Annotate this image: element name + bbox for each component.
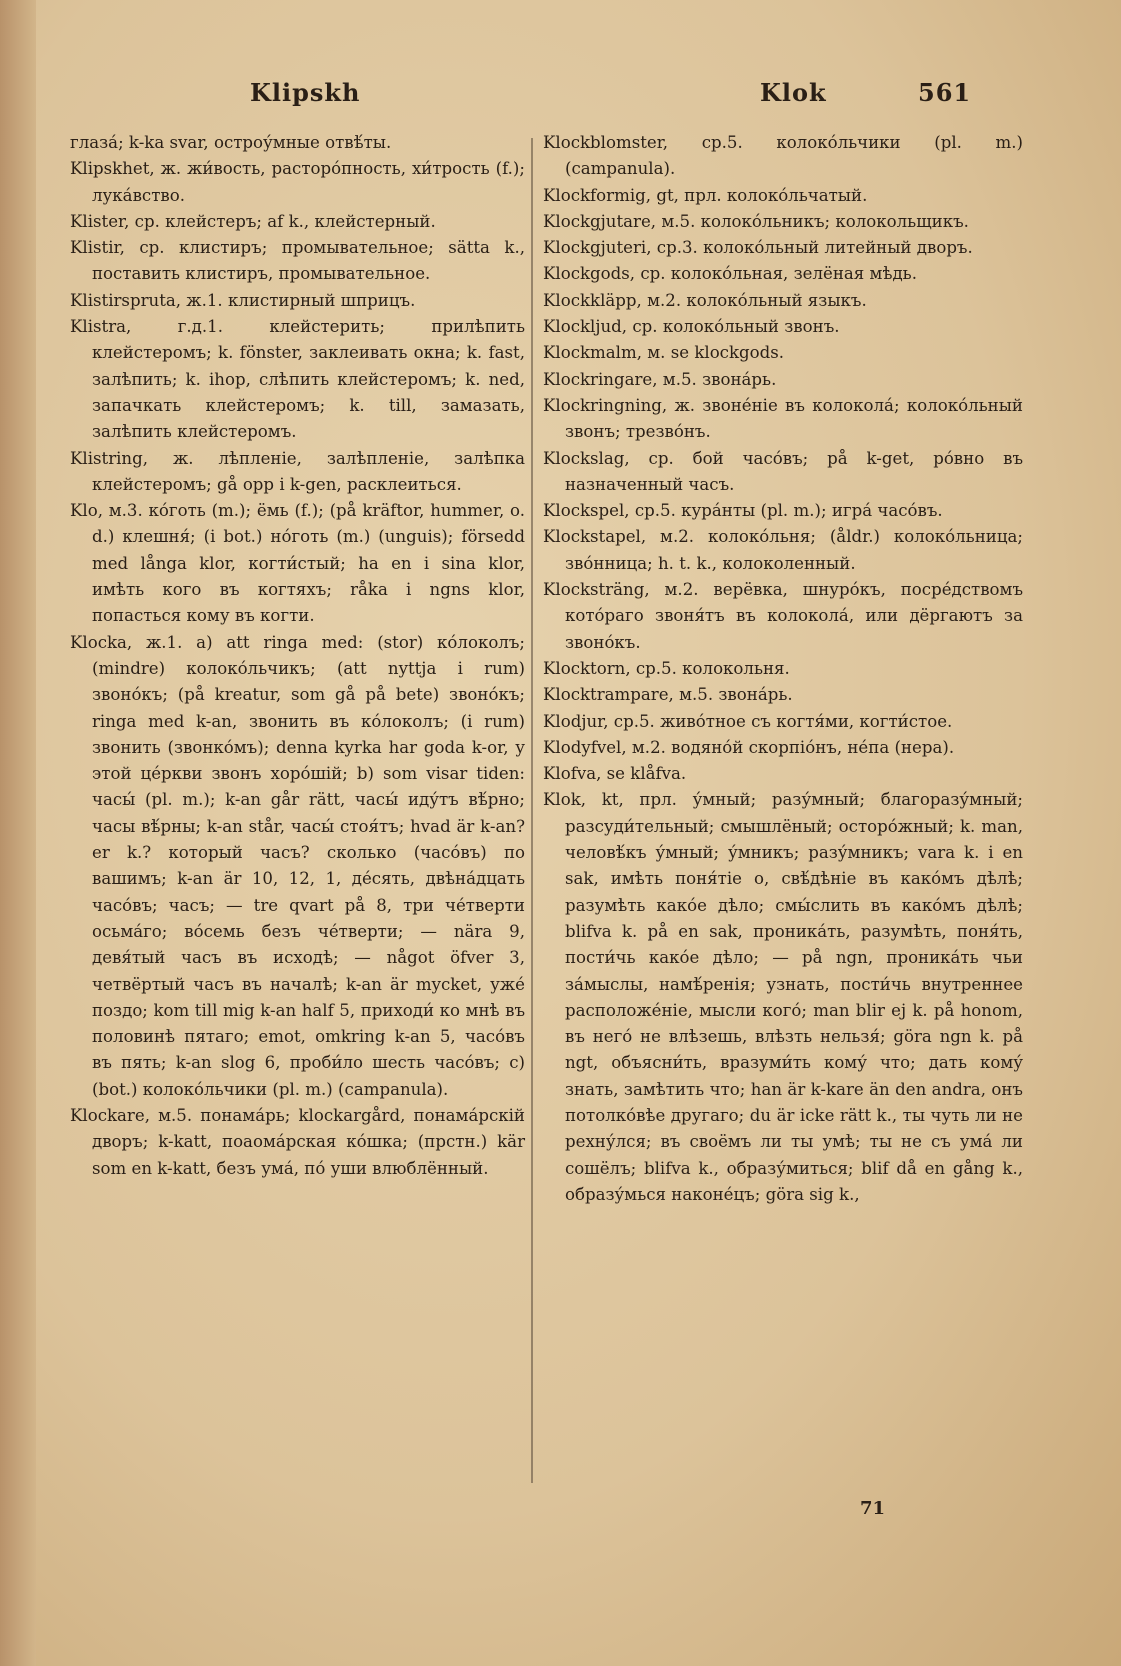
dictionary-entry: Klockringare, м.5. звона́рь. <box>543 369 777 389</box>
dictionary-entry: Klister, ср. клейстеръ; af k., клейстерный. <box>70 211 436 231</box>
dictionary-entry: Klistir, ср. клистиръ; промывательное; sätta k., поставить клистиръ, промывательное. <box>70 238 525 284</box>
dictionary-entry: Klistra, г.д.1. клейстерить; прилѣпить клейстеромъ; k. fönster, заклеивать окна; k. fast, залѣпить; k. ihop, слѣпить клейстеромъ; k. ned, запачкать клейстеромъ; k. till, замазать, залѣпить клейстеромъ. <box>70 317 525 442</box>
running-head-left: Klipskh <box>250 78 361 107</box>
dictionary-entry: Klockblomster, ср.5. колоко́льчики (pl. m.) (campanula). <box>543 133 1023 179</box>
dictionary-entry: Klodjur, ср.5. живо́тное съ когтя́ми, когти́стое. <box>543 711 953 731</box>
dictionary-entry: Klockljud, ср. колоко́льный звонъ. <box>543 317 840 337</box>
dictionary-entry: Klockformig, gt, прл. колоко́льчатый. <box>543 185 868 205</box>
dictionary-entry: Klofva, se klåfva. <box>543 764 687 784</box>
dictionary-entry: Klo, м.3. ко́готь (m.); ёмь (f.); (på kräftor, hummer, o. d.) клешня́; (i bot.) но́готь (m.) (unguis); försedd med långa klor, когти́стый; ha en i sina klor, имѣть кого въ когтяхъ; råka i ngns klor, попасться кому въ когти. <box>70 501 525 626</box>
signature-mark: 71 <box>860 1498 886 1519</box>
dictionary-entry: Klok, kt, прл. у́мный; разу́мный; благоразу́мный; разсуди́тельный; смышлёный; осторо́жный; k. man, человѣ́къ у́мный; у́мникъ; разу́мникъ; vara k. i en sak, имѣть поня́тіе о, свѣ́дѣніе въ како́мъ дѣлѣ; разумѣть како́е дѣло; смы́слить въ како́мъ дѣлѣ; blifva k. på en sak, проника́ть, разумѣть, поня́ть, пости́чь како́е дѣло; — på ngn, проника́ть чьи за́мыслы, намѣ́ренія; узнать, пости́чь внутреннее расположе́ніе, мысли кого́; man blir ej k. på honom, въ него́ не влѣзешь, влѣзть нельзя́; göra ngn k. på ngt, объясни́ть, вразуми́ть кому́ что; дать кому́ знать, замѣтить что; han är k-kare än den andra, онъ потолко́вѣе другаго; du är icke rätt k., ты чуть ли не рехну́лся; въ своёмъ ли ты умѣ; ты не съ ума́ ли сошёлъ; blifva k., образу́миться; blif då en gång k., образу́мься наконе́цъ; göra sig k., <box>543 790 1023 1204</box>
dictionary-entry: Klocktrampare, м.5. звона́рь. <box>543 685 793 705</box>
dictionary-entry: Klockgjuteri, ср.3. колоко́льный литейный дворъ. <box>543 238 973 258</box>
dictionary-entry: Klockgjutare, м.5. колоко́льникъ; колокольщикъ. <box>543 211 969 231</box>
page-number: 561 <box>918 78 972 107</box>
dictionary-entry: Klistirspruta, ж.1. клистирный шприцъ. <box>70 290 416 310</box>
right-column <box>543 130 1023 1208</box>
dictionary-entry: глаза́; k-ka svar, остроу́мные отвѣ́ты. <box>70 133 392 152</box>
dictionary-entry: Klockslag, ср. бой часо́въ; på k-get, ро́вно въ назначенный часъ. <box>543 448 1023 494</box>
dictionary-entry: Klistring, ж. лѣпленіе, залѣпленіе, залѣпка клейстеромъ; gå opp i k-gen, расклеиться. <box>70 448 525 494</box>
dictionary-entry: Klockkläpp, м.2. колоко́льный языкъ. <box>543 290 867 310</box>
dictionary-entry: Klockgods, ср. колоко́льная, зелёная мѣдь. <box>543 264 917 284</box>
dictionary-entry: Klockstapel, м.2. колоко́льня; (åldr.) колоко́льница; зво́нница; h. t. k., колоколенный. <box>543 527 1023 573</box>
column-divider <box>531 138 533 1483</box>
dictionary-entry: Klockmalm, м. se klockgods. <box>543 343 785 363</box>
left-column <box>70 130 525 1182</box>
page-edge <box>0 0 36 1666</box>
dictionary-entry: Klockare, м.5. понама́рь; klockargård, понама́рскій дворъ; k-katt, поаома́рская ко́шка; (прстн.) kär som en k-katt, безъ ума́, по́ уши влюблённый. <box>70 1105 525 1178</box>
running-head-right: Klok <box>760 78 827 107</box>
dictionary-entry: Klocksträng, м.2. верёвка, шнуро́къ, посре́дствомъ кото́раго звоня́тъ въ колокола́, или дёргаютъ за звоно́къ. <box>543 580 1023 652</box>
page-header <box>70 78 972 114</box>
dictionary-entry: Klipskhet, ж. жи́вость, расторо́пность, хи́трость (f.); лука́вство. <box>70 159 525 205</box>
dictionary-entry: Klockspel, ср.5. кура́нты (pl. m.); игра́ часо́въ. <box>543 501 943 521</box>
dictionary-entry: Klocktorn, ср.5. колокольня. <box>543 658 790 678</box>
dictionary-entry: Klocka, ж.1. a) att ringa med: (stor) ко́локолъ; (mindre) колоко́льчикъ; (att nyttja i rum) звоно́къ; (på kreatur, som gå på bete) звоно́къ; ringa med k-an, звонить въ ко́локолъ; (i rum) звонить (звонко́мъ); denna kyrka har goda k-or, у этой це́ркви звонъ хоро́шій; b) som visar tiden: часы́ (pl. m.); k-an går rätt, часы́ иду́тъ вѣ́рно; часы вѣ́рны; k-an står, часы́ стоя́тъ; hvad är k-an? er k.? который часъ? сколько (часо́въ) по вашимъ; k-an är 10, 12, 1, де́сять, двѣна́дцать часо́въ; часъ; — tre qvart på 8, три че́тверти осьма́го; во́семь безъ че́тверти; — nära 9, девя́тый часъ въ исходѣ; — något öfver 3, четвёртый часъ въ началѣ; k-an är mycket, уже́ поздо; kom till mig k-an half 5, приходи́ ко мнѣ въ половинѣ пятаго; emot, omkring k-an 5, часо́въ въ пять; k-an slog 6, проби́ло шесть часо́въ; c) (bot.) колоко́льчики (pl. m.) (campanula). <box>70 632 525 1099</box>
dictionary-entry: Klodyfvel, м.2. водяно́й скорпіо́нъ, не́па (нера). <box>543 737 955 757</box>
dictionary-entry: Klockringning, ж. звоне́ніе въ колокола́; колоко́льный звонъ; трезво́нъ. <box>543 395 1023 442</box>
